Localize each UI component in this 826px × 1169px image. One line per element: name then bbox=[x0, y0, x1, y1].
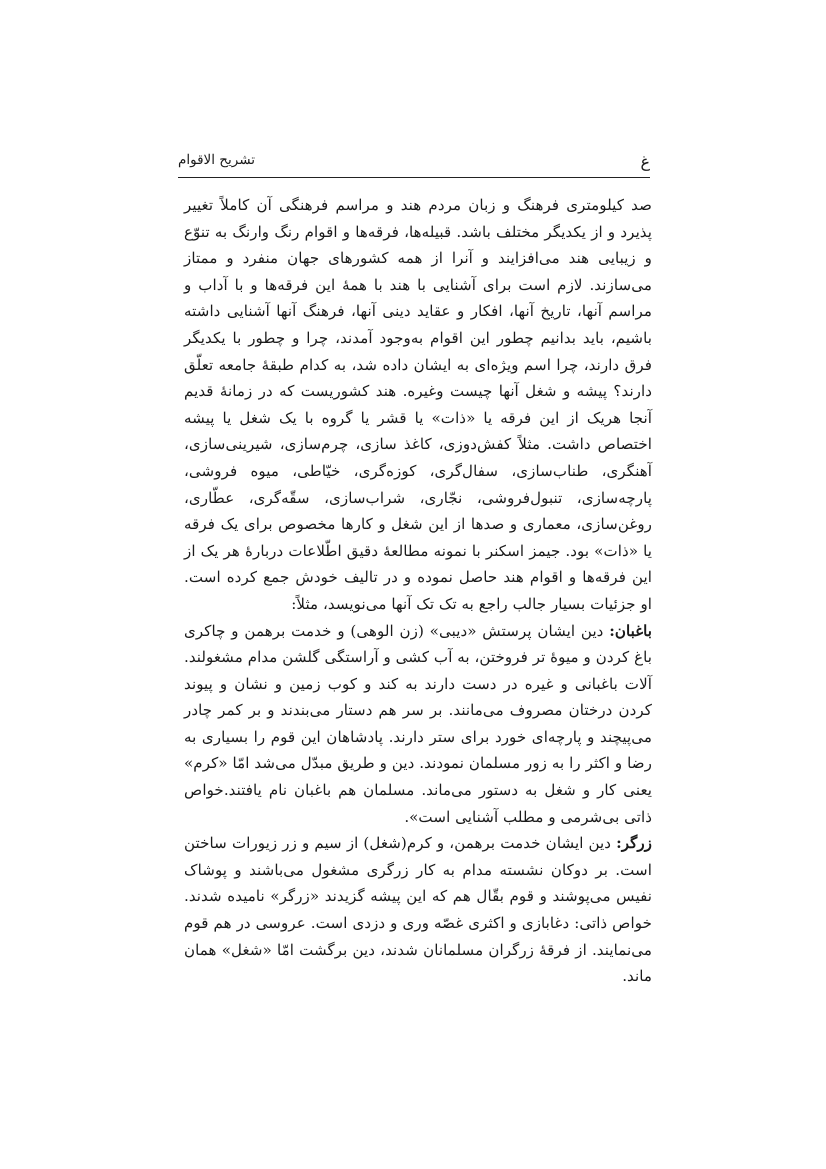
running-title: تشریح الاقوام bbox=[178, 152, 255, 168]
page-number: غ bbox=[640, 152, 650, 171]
zargar-text: دین ایشان خدمت برهمن، و کرم(شغل) از سیم و زر زیورات ساختن است. بر دوکان نشسته مدام به کار زرگری مشغول می‌باشند و پوشاک نفیس می‌پوشند و قوم بقّال هم که این پیشه گزیدند «زرگر» نامیده شدند. خواص ذاتی: دغابازی و اکثری غصّه وری و دزدی است. عروسی در هم قوم می‌نمایند. از فرقهٔ زرگران مسلمانان شدند، دین برگشت امّا «شغل» همان ماند. bbox=[184, 834, 652, 986]
header-rule bbox=[178, 177, 650, 178]
intro-paragraph: صد کیلومتری فرهنگ و زبان مردم هند و مراسم فرهنگی آن کاملاً تغییر پذیرد و از یکدیگر مختلف باشد. قبیله‌ها، فرقه‌ها و اقوام رنگ وارنگ به تنوّع و زیبایی هند می‌افزایند و آنرا از همه کشورهای جهان منفرد و ممتاز می‌سازند. لازم است برای آشنایی با هند با همهٔ این فرقه‌ها و با آداب و مراسم آنها، تاریخ آنها، افکار و عقاید دینی آنها، فرهنگ آنها آشنایی داشته باشیم، باید بدانیم چطور این اقوام به‌وجود آمدند، چرا و چطور با یکدیگر فرق دارند، چرا اسم ویژه‌ای به ایشان داده شد، به کدام طبقهٔ جامعه تعلّق دارند؟ پیشه و شغل آنها چیست وغیره. هند کشوریست که در زمانهٔ قدیم آنجا هریک از این فرقه یا «ذات» یا قشر یا گروه با یک شغل یا پیشه اختصاص داشت. مثلاً کفش‌دوزی، کاغذ سازی، چرم‌سازی، شیرینی‌سازی، آهنگری، طناب‌سازی، سفال‌گری، کوزه‌گری، خیّاطی، میوه فروشی، پارچه‌سازی، تنبول‌فروشی، نجّاری، شراب‌سازی، سقّه‌گری، عطّاری، روغن‌سازی، معماری و صدها از این شغل و کارها مخصوص برای یک فرقه یا «ذات» بود. جیمز اسکنر با نمونه مطالعهٔ دقیق اطّلاعات دربارهٔ هر یک از این فرقه‌ها و اقوام هند حاصل نموده و در تالیف خودش جمع کرده است. او جزئیات بسیار جالب راجع به تک تک آنها می‌نویسد، مثلاً: bbox=[184, 196, 652, 613]
page-body bbox=[184, 192, 652, 990]
zargar-term: زرگر: bbox=[616, 834, 652, 853]
page-header bbox=[178, 148, 650, 178]
baghban-term: باغبان: bbox=[609, 621, 652, 640]
zargar-paragraph bbox=[184, 830, 652, 990]
baghban-text: دین ایشان پرستش «دیبی» (زن الوهی) و خدمت برهمن و چاکری باغ کردن و میوهٔ تر فروختن، به آب کشی و آراستگی گلشن مدام مشغولند. آلات باغبانی و غیره در دست دارند به کند و کوب زمین و نشان و پیوند کردن درختان مصروف می‌مانند. بر سر هم دستار می‌بندند و بر کمر چادر می‌پیچند و پارچه‌ای خورد برای ستر دارند. پادشاهان این قوم را بسیاری به رضا و اکثر را به زور مسلمان نمودند. دین و طریق مبدّل می‌شد امّا «کرم» یعنی کار و شغل به دستور می‌ماند. مسلمان هم باغبان نام یافتند.خواص ذاتی بی‌شرمی و مطلب آشنایی است». bbox=[184, 621, 652, 826]
baghban-paragraph bbox=[184, 618, 652, 831]
